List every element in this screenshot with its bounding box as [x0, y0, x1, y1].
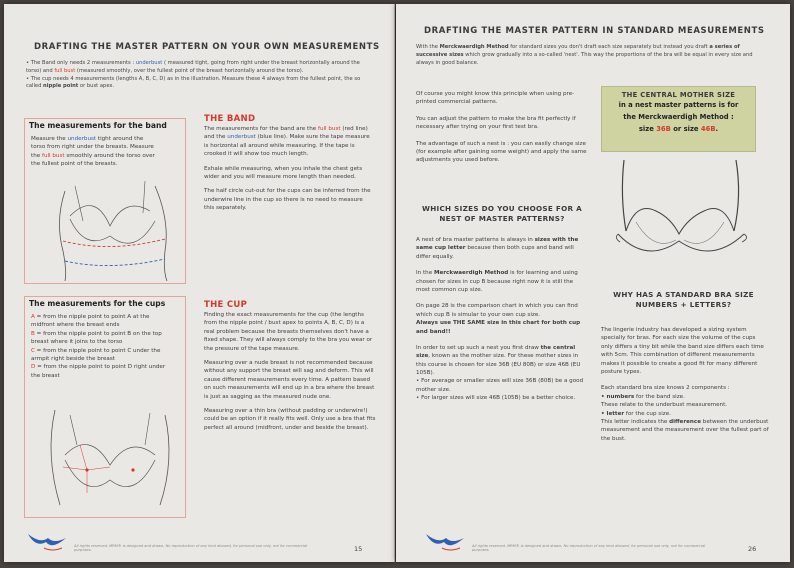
cup-measurement-box [24, 296, 186, 518]
col1-p6: On page 28 is the comparison chart in which you can find which cup B is simular to your own cup size. [416, 303, 578, 318]
cup-p2: Measuring over a nude breast is not recommended because without any support the breast will sag and deform. This will cause different measurements every time. A pattern based on such measurements will end up in a bra where the breast is just as sagging as the measured nude one. [204, 359, 375, 400]
left-intro [26, 60, 376, 91]
col1-p3: The advantage of such a nest is : you can easily change size (for example after gaining some weight) and apply the same adjustments you used before. [416, 140, 587, 164]
col1-p7: Always use THE SAME size in this chart for both cup and band!! [416, 320, 581, 335]
col1-p4: A nest of bra master patterns is always in sizes with the same cup letter because then both cups and band will differ equally. [416, 237, 579, 260]
cup-line-b: B = from the nipple point to point B on the top breast where it joins to the torso [31, 330, 162, 346]
band-box-title: The measurements for the band [25, 119, 185, 132]
band-p1: The measurements for the band are the full bust (red line) and the underbust (blue line). Make sure the tape measure is horizontal all around while measuring. If the tape is crooked it will show too much length. [204, 126, 370, 158]
torso-cup-illustration [25, 405, 185, 515]
why-standard-heading: WHY HAS A STANDARD BRA SIZE NUMBERS + LETTERS? [613, 290, 754, 310]
col1-p9: • For average or smaller sizes will size 36B (80B) be a good mother size. [416, 378, 584, 393]
col2-b2d: This letter indicates the difference between the underbust measurement and the measurement over the fullest part of the bust. [601, 418, 769, 442]
col2-b1d: These relate to the underbust measurement. [601, 402, 728, 409]
cup-line-c: C = from the nipple point to point C under the armpit right beside the breast [31, 347, 161, 362]
col1-p2: You can adjust the pattern to make the bra fit perfectly if necessary after trying on your first test bra. [416, 115, 576, 131]
band-p3: The half circle cut-out for the cups can be inferred from the underwire line in the cup so there is no need to measure this separately. [204, 188, 371, 212]
col2-p2: Each standard bra size knows 2 components : [601, 385, 730, 392]
mother-line3: size 36B or size 46B. [638, 124, 719, 133]
cup-p3: Measuring over a thin bra (without padding or underwire!) could be an option if it really fits well. Only use a bra that fits perfect all around (midfront, under and beside the breast). [204, 407, 376, 431]
band-measurement-box [24, 118, 186, 284]
right-col2 [601, 326, 769, 443]
cups-box-title: The measurements for the cups [25, 297, 185, 310]
torso-band-illustration [25, 181, 185, 281]
mother-size-box [601, 86, 756, 152]
mother-line2: the Merckwaerdigh Method : [623, 112, 734, 121]
col1-p8: In order to set up such a nest you first draw the central size, known as the mother size. For these mother sizes in this course is chosen for size 36B (EU 80B) or size 46B (EU 105B). [416, 344, 581, 377]
logo-swallow-icon [26, 530, 68, 554]
logo-swallow-icon [424, 530, 466, 554]
band-box-text: Measure the underbust tight around the torso from right under the breasts. Measure the full bust smoothly around the torso over the fullest point of the breasts. [31, 136, 155, 168]
bra-illustration [606, 156, 756, 276]
cup-line-d: D = from the nipple point to point D right under the breast [31, 364, 166, 379]
intro-band: • The Band only needs 2 measurements : underbust ( measured tight, going from right under the breast horizontally around the torso) and full bust (measured smoothly, over the fullest point of the breast horizontally around the torso). [26, 60, 360, 74]
band-p2: Exhale while measuring, when you inhale the chest gets wider and you will measure more length than needed. [204, 165, 363, 180]
cup-line-a: A = from the nipple point to point A at the midfront where the breast ends [31, 314, 150, 329]
col1-p1: Of course you might know this principle when using pre-printed commercial patterns. [416, 91, 575, 106]
cups-box-list [25, 310, 175, 383]
mother-line1: in a nest master patterns is for [618, 101, 739, 109]
left-footer: All rights reserved. MRM® is designed and drawn. No reproduction of any kind allowed, for personal use only, not for commercial purposes. [74, 544, 308, 552]
intro-cup: • The cup needs 4 measurements (lengths A, B, C, D) as in the illustration. Measure these 4 always from the fullest point, the so called nipple point or bust apex. [26, 75, 361, 90]
cup-heading: THE CUP [204, 300, 248, 310]
mother-title: THE CENTRAL MOTHER SIZE [621, 91, 736, 99]
book-spread [4, 4, 790, 562]
right-footer: All rights reserved. MRM® is designed and drawn. No reproduction of any kind allowed, for personal use only, not for commercial purposes. [472, 544, 706, 552]
right-page-title: DRAFTING THE MASTER PATTERN IN STANDARD MEASUREMENTS [424, 26, 765, 36]
band-heading: THE BAND [204, 114, 256, 124]
col2-b2: • letter for the cup size. [601, 410, 671, 417]
col1-p5: In the Merckwaerdigh Method is for learning and using chosen for sizes in cup B because right now it is still the most common cup size. [416, 270, 578, 293]
col2-b1: • numbers for the band size. [601, 393, 685, 400]
band-section-text [204, 125, 374, 213]
right-col1 [416, 90, 588, 165]
cup-p1: Finding the exact measurements for the cup (the lengths from the nipple point / bust apex to points A, B, C, D) is a real problem because the breasts themselves don't have a fixed shape. They will always comply to the bra you wear or the pressure of the tape measure. [204, 312, 373, 352]
right-page-number: 26 [748, 545, 757, 553]
cup-section-text [204, 311, 376, 432]
left-page-title: DRAFTING THE MASTER PATTERN ON YOUR OWN MEASUREMENTS [34, 42, 380, 52]
col1-p10: • For larger sizes will size 46B (105B) be a better choice. [416, 395, 576, 402]
which-sizes-heading: WHICH SIZES DO YOU CHOOSE FOR A NEST OF MASTER PATTERNS? [421, 204, 583, 224]
left-page-number: 15 [354, 545, 363, 553]
col2-p1: The lingerie industry has developed a sizing system specially for bras. For each size the volume of the cups only differs a tiny bit while the band size differs each time with 5cm. This combination of different measurements makes it possible to create a good fit for many different posture types. [601, 327, 764, 375]
right-page [396, 4, 790, 562]
left-page [4, 4, 395, 562]
right-col1b [416, 236, 588, 403]
right-intro: With the Merckwaerdigh Method for standard sizes you don't draft each size separately but instead you draft a series of successive sizes which grow gradually into a so-called 'nest'. This way the proportions of the bra will be equal in every size and always in good balance. [416, 44, 753, 66]
